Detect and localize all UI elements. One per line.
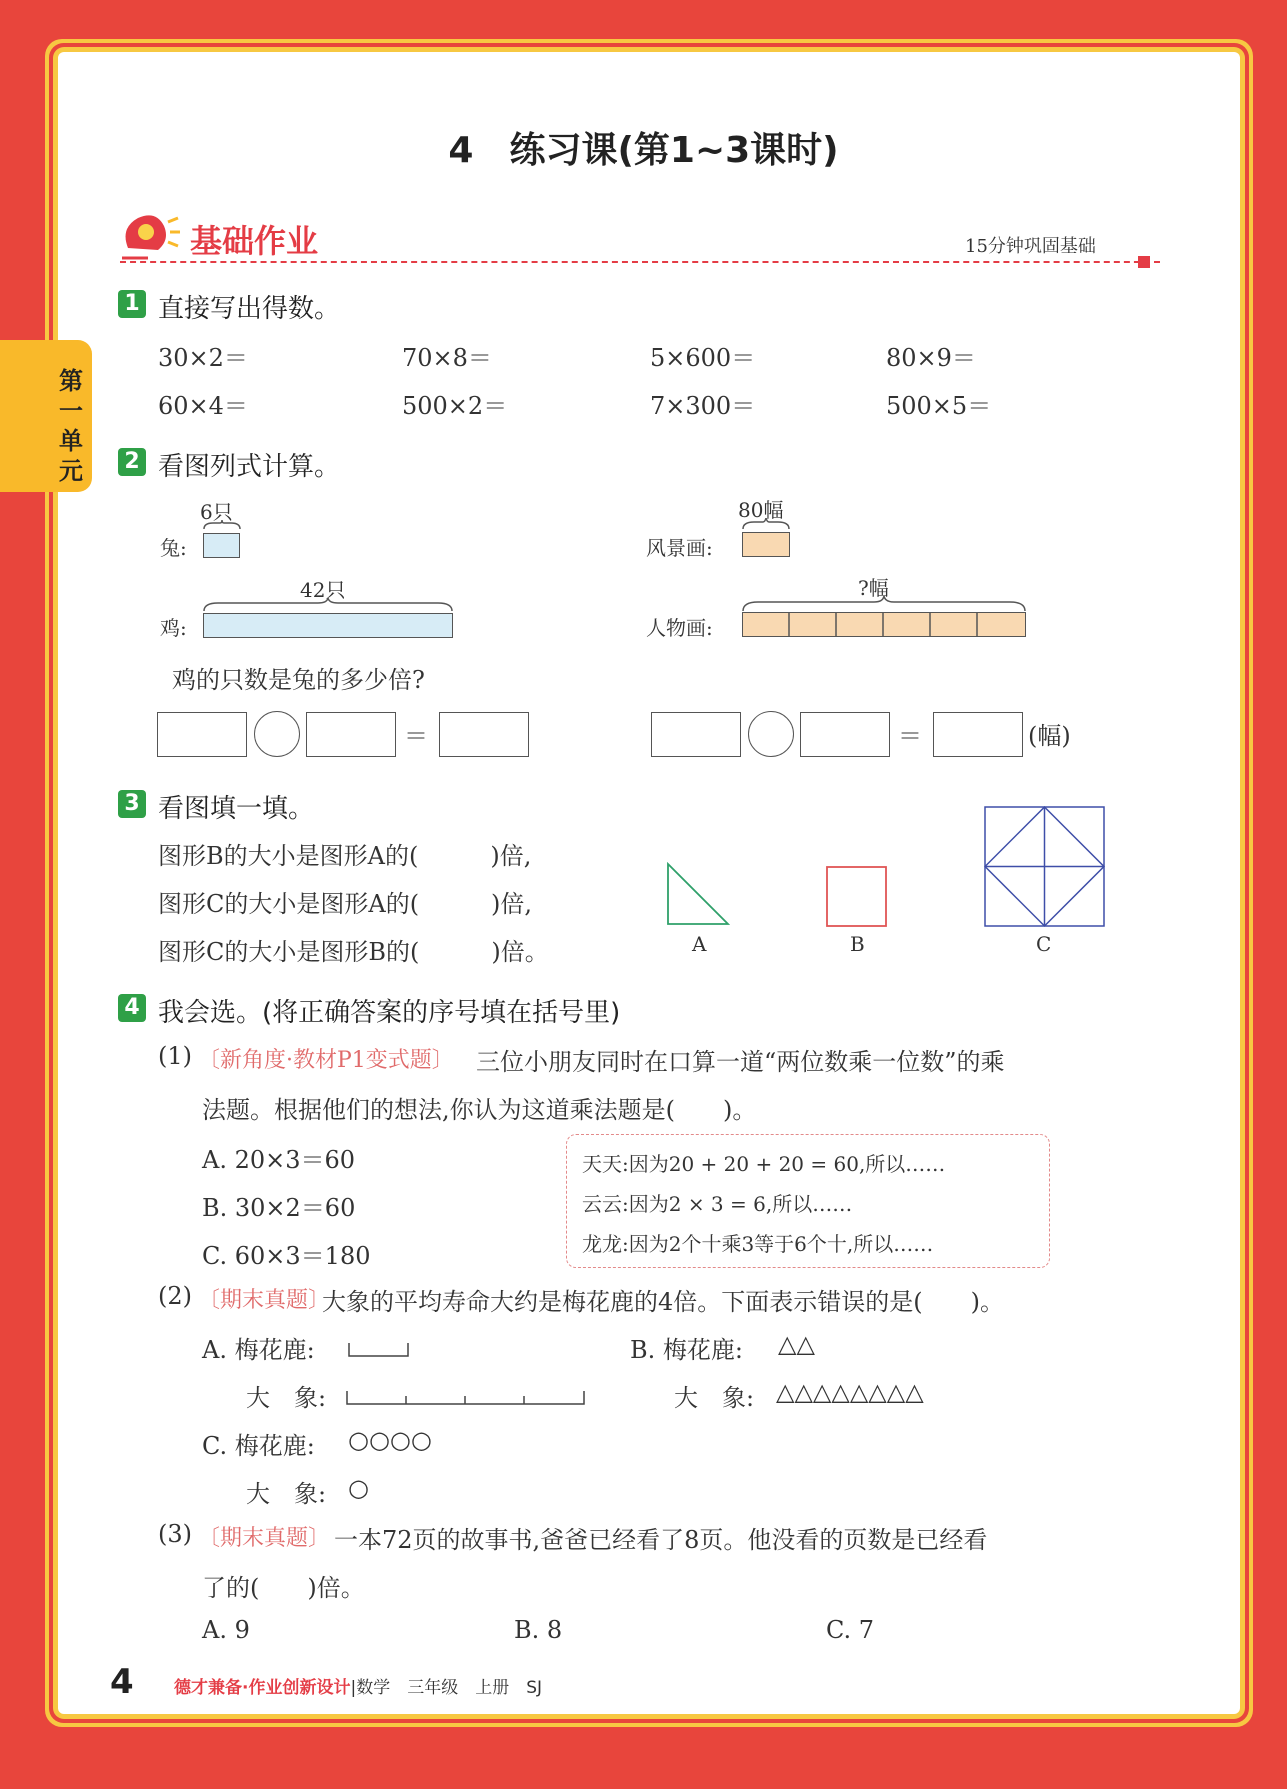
brace-icon (742, 518, 790, 530)
fill-line: 图形C的大小是图形B的( )倍。 (158, 938, 549, 966)
elephant-triangles: △△△△△△△△ (776, 1378, 924, 1406)
rabbit-bar (203, 533, 240, 558)
question-4-title: 我会选。(将正确答案的序号填在括号里) (158, 998, 621, 1028)
answer-box[interactable] (306, 712, 396, 757)
page-number: 4 (110, 1662, 134, 1702)
divider-end-mark (1138, 256, 1150, 268)
calc-item: 5×600＝ (650, 344, 756, 372)
unit-label: (幅) (1028, 722, 1071, 750)
answer-box[interactable] (157, 712, 247, 757)
elephant-segment-bar (346, 1390, 586, 1406)
question-text: 法题。根据他们的想法,你认为这道乘法题是( )。 (202, 1096, 757, 1124)
answer-box[interactable] (439, 712, 529, 757)
question-number-2: 2 (118, 448, 146, 476)
portrait-amount: ?幅 (858, 576, 889, 600)
operator-circle[interactable] (254, 711, 300, 757)
question-text: 三位小朋友同时在口算一道“两位数乘一位数”的乘 (476, 1048, 1005, 1076)
lamp-icon (118, 208, 182, 264)
choice-option-c[interactable]: C. 梅花鹿: (202, 1432, 315, 1460)
choice-option-a[interactable]: A. 梅花鹿: (202, 1336, 315, 1364)
question-number-3: 3 (118, 790, 146, 818)
shape-label-b: B (850, 932, 865, 956)
bubble-line: 天天:因为20 + 20 + 20 = 60,所以…… (582, 1152, 946, 1176)
question-2-prompt: 鸡的只数是兔的多少倍? (172, 666, 425, 694)
brace-icon (203, 520, 241, 530)
calc-item: 60×4＝ (158, 392, 248, 420)
elephant-label: 大 象: (246, 1384, 327, 1412)
footer-brand: 德才兼备·作业创新设计 (174, 1678, 351, 1698)
choice-option-b[interactable]: B. 梅花鹿: (630, 1336, 743, 1364)
triangle-shape-a (666, 862, 730, 926)
square-shape-b (826, 866, 888, 928)
calc-item: 70×8＝ (402, 344, 492, 372)
choice-option[interactable]: B. 8 (514, 1616, 563, 1644)
choice-option[interactable]: A. 20×3＝60 (202, 1146, 356, 1174)
question-text: 大象的平均寿命大约是梅花鹿的4倍。下面表示错误的是( )。 (322, 1288, 1004, 1316)
bubble-line: 云云:因为2 × 3 = 6,所以…… (582, 1192, 853, 1216)
bubble-line: 龙龙:因为2个十乘3等于6个十,所以…… (582, 1232, 934, 1256)
part-index: (3) (158, 1520, 192, 1548)
question-text: 了的( )倍。 (202, 1574, 365, 1602)
elephant-circles: ○ (348, 1474, 369, 1502)
calc-item: 500×5＝ (886, 392, 992, 420)
answer-box[interactable] (800, 712, 890, 757)
operator-circle[interactable] (748, 711, 794, 757)
elephant-label: 大 象: (246, 1480, 327, 1508)
page-title: 4 练习课(第1~3课时) (448, 130, 839, 171)
question-number-1: 1 (118, 290, 146, 318)
landscape-label: 风景画: (646, 536, 713, 560)
question-tag: 〔新角度·教材P1变式题〕 (198, 1048, 454, 1073)
part-index: (1) (158, 1042, 192, 1070)
brace-icon (203, 598, 453, 612)
choice-option[interactable]: C. 7 (826, 1616, 875, 1644)
calc-item: 7×300＝ (650, 392, 756, 420)
deer-triangles: △△ (778, 1330, 815, 1358)
landscape-amount: 80幅 (738, 498, 784, 522)
square-shape-c (984, 806, 1106, 928)
brace-icon (742, 596, 1026, 612)
answer-box[interactable] (651, 712, 741, 757)
choice-option[interactable]: A. 9 (202, 1616, 250, 1644)
section-title: 基础作业 (190, 222, 319, 260)
part-index: (2) (158, 1282, 192, 1310)
rabbit-label: 兔: (160, 536, 187, 560)
elephant-label: 大 象: (674, 1384, 755, 1412)
rabbit-amount: 6只 (200, 500, 233, 524)
equals-sign: ＝ (404, 722, 428, 750)
question-tag: 〔期末真题〕 (198, 1526, 331, 1551)
question-3-title: 看图填一填。 (158, 794, 315, 824)
deer-segment-bar (348, 1342, 410, 1358)
answer-box[interactable] (933, 712, 1023, 757)
landscape-bar (742, 532, 790, 557)
question-text: 一本72页的故事书,爸爸已经看了8页。他没看的页数是已经看 (334, 1526, 988, 1554)
footer-info: |数学 三年级 上册 SJ (350, 1678, 543, 1698)
unit-tab-label: 第一单元 (59, 367, 83, 485)
choice-option[interactable]: C. 60×3＝180 (202, 1242, 371, 1270)
calc-item: 500×2＝ (402, 392, 508, 420)
calc-item: 30×2＝ (158, 344, 248, 372)
question-tag: 〔期末真题〕 (198, 1288, 331, 1313)
footer-text (174, 1673, 542, 1698)
deer-circles: ○○○○ (348, 1426, 432, 1454)
choice-option[interactable]: B. 30×2＝60 (202, 1194, 356, 1222)
portrait-bar-segments (742, 612, 1026, 638)
shape-label-a: A (692, 932, 707, 956)
section-divider (120, 261, 1160, 263)
chicken-amount: 42只 (300, 578, 346, 602)
fill-line: 图形C的大小是图形A的( )倍, (158, 890, 533, 918)
chicken-label: 鸡: (160, 616, 187, 640)
shape-label-c: C (1036, 932, 1052, 956)
calc-item: 80×9＝ (886, 344, 976, 372)
question-1-title: 直接写出得数。 (158, 294, 341, 324)
portrait-label: 人物画: (646, 616, 713, 640)
fill-line: 图形B的大小是图形A的( )倍, (158, 842, 532, 870)
equals-sign: ＝ (898, 722, 922, 750)
unit-tab (0, 340, 92, 492)
section-note: 15分钟巩固基础 (965, 236, 1096, 257)
chicken-bar (203, 613, 453, 638)
question-2-title: 看图列式计算。 (158, 452, 341, 482)
question-number-4: 4 (118, 994, 146, 1022)
